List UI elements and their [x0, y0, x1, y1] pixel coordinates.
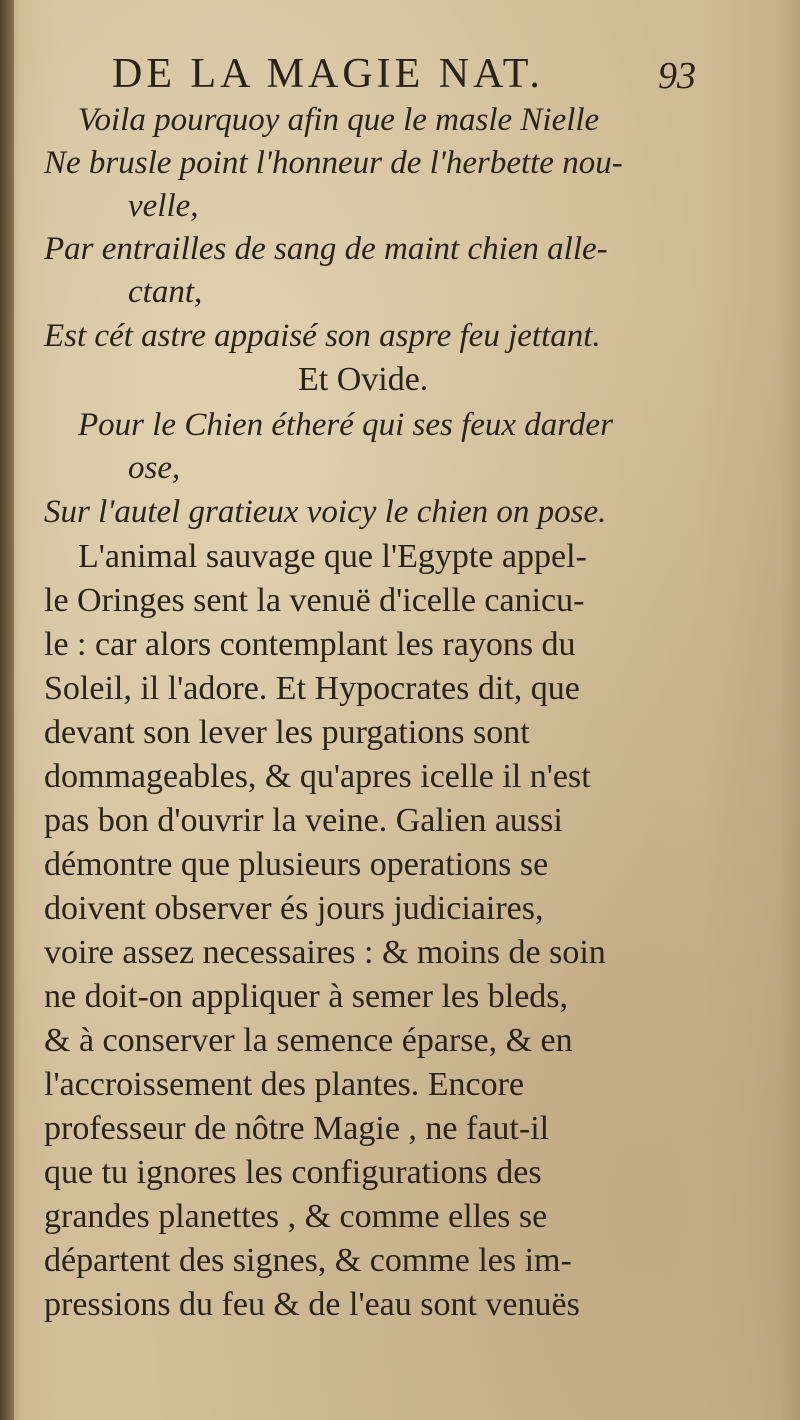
prose-line: dommageables, & qu'apres icelle il n'est [44, 758, 591, 795]
prose-line: professeur de nôtre Magie , ne faut-il [44, 1110, 550, 1147]
verse-line: Voila pourquoy afin que le masle Nielle [78, 102, 600, 138]
verse-line: ctant, [128, 274, 203, 310]
prose-line: démontre que plusieurs operations se [44, 846, 549, 883]
running-head: DE LA MAGIE NAT. [112, 51, 544, 97]
prose-line: le Oringes sent la venuë d'icelle canicu- [44, 582, 585, 619]
attribution: Et Ovide. [298, 361, 429, 398]
prose-line: Soleil, il l'adore. Et Hypocrates dit, que [44, 670, 580, 707]
verse-line: Pour le Chien étheré qui ses feux darder [78, 407, 613, 443]
prose-line: départent des signes, & comme les im- [44, 1242, 572, 1279]
verse-line: Ne brusle point l'honneur de l'herbette nou- [44, 145, 623, 181]
verse-line: Est cét astre appaisé son aspre feu jettant. [44, 318, 601, 354]
prose-line: L'animal sauvage que l'Egypte appel- [78, 538, 587, 575]
book-gutter [0, 0, 14, 1420]
prose-line: grandes planettes , & comme elles se [44, 1198, 548, 1235]
prose-line: que tu ignores les configurations des [44, 1154, 542, 1191]
prose-line: doivent observer és jours judiciaires, [44, 890, 544, 927]
verse-line: Sur l'autel gratieux voicy le chien on pose. [44, 494, 607, 530]
prose-line: pressions du feu & de l'eau sont venuës [44, 1286, 580, 1323]
verse-line: ose, [128, 450, 181, 486]
verse-line: velle, [128, 188, 199, 224]
page-number: 93 [658, 55, 696, 97]
verse-line: Par entrailles de sang de maint chien alle- [44, 231, 608, 267]
prose-line: & à conserver la semence éparse, & en [44, 1022, 573, 1059]
prose-line: pas bon d'ouvrir la veine. Galien aussi [44, 802, 563, 839]
prose-line: devant son lever les purgations sont [44, 714, 530, 751]
prose-line: ne doit-on appliquer à semer les bleds, [44, 978, 569, 1015]
prose-line: l'accroissement des plantes. Encore [44, 1066, 525, 1103]
prose-line: le : car alors contemplant les rayons du [44, 626, 576, 663]
prose-line: voire assez necessaires : & moins de soin [44, 934, 606, 971]
